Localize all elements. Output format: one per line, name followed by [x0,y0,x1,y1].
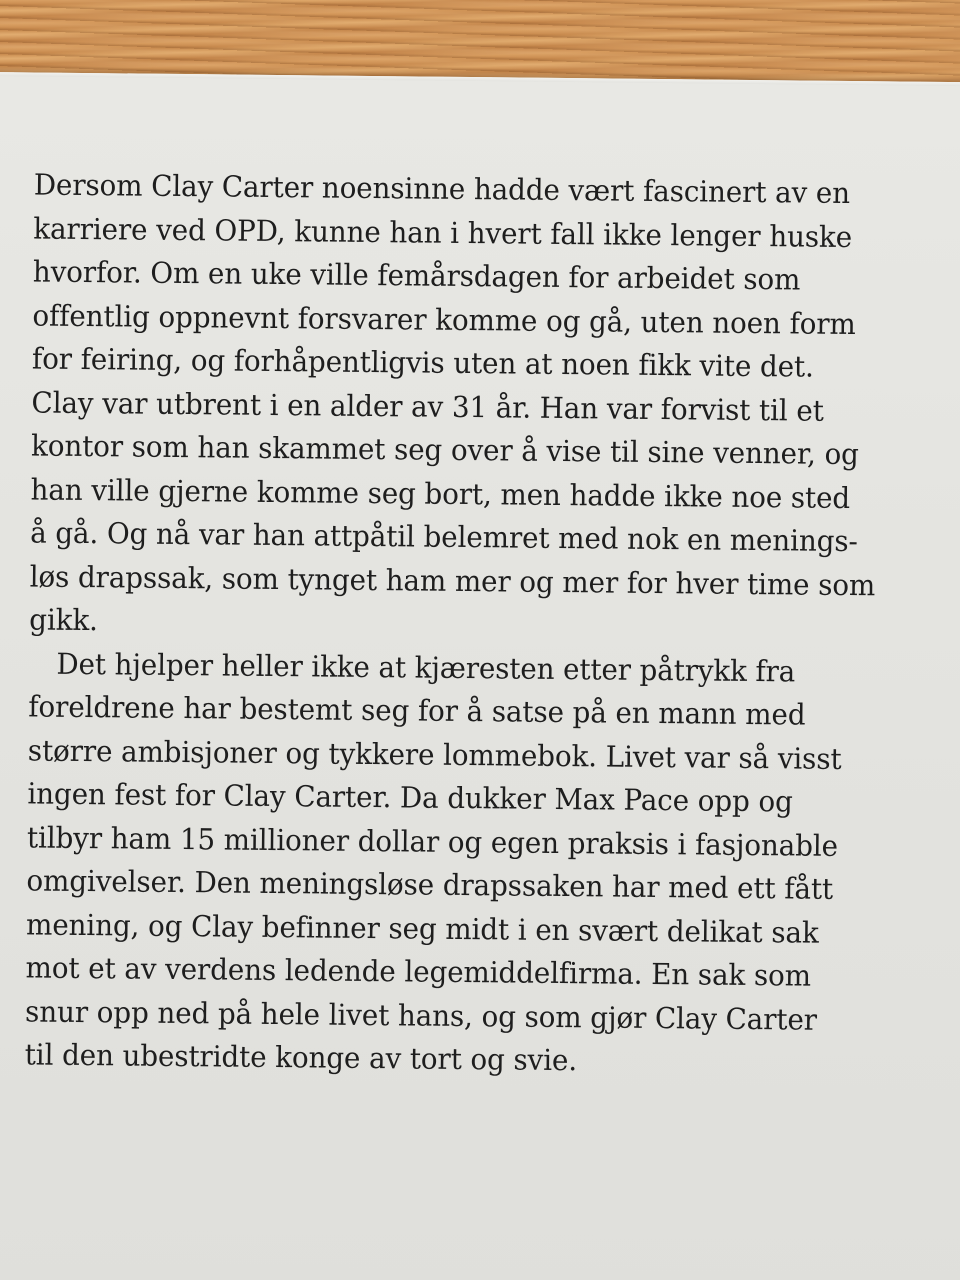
text-line: ingen fest for Clay Carter. Da dukker Max Pace opp og [27,776,793,819]
text-line: tilbyr ham 15 millioner dollar og egen praksis i fasjonable [26,819,839,863]
text-line: for feiring, og forhåpentligvis uten at noen fikk vite det. [31,341,814,384]
blurb-text [24,163,954,1086]
text-line: kontor som han skammet seg over å vise til sine venner, og [30,428,860,472]
text-line: Det hjelper heller ikke at kjæresten etter påtrykk fra [56,646,796,688]
text-line: offentlig oppnevnt forsvarer komme og gå, uten noen form [32,297,856,341]
text-line: karriere ved OPD, kunne han i hvert fall ikke lenger huske [33,210,853,254]
text-line: løs drapssak, som tynget ham mer og mer for hver time som [29,558,876,602]
text-line: gikk. [29,602,99,638]
text-line: mening, og Clay befinner seg midt i en svært delikat sak [25,906,819,950]
paragraph-2 [24,642,949,1087]
text-line: Dersom Clay Carter noensinne hadde vært fascinert av en [33,167,851,211]
text-line: foreldrene har bestemt seg for å satse på en mann med [28,689,806,732]
text-line: til den ubestridte konge av tort og svie. [24,1037,578,1078]
paragraph-1 [29,163,954,651]
text-line: han ville gjerne komme seg bort, men hadde ikke noe sted [30,471,851,515]
text-line: større ambisjoner og tykkere lommebok. Livet var så visst [27,732,842,776]
text-line: hvorfor. Om en uke ville femårsdagen for arbeidet som [32,254,801,297]
text-line: Clay var utbrent i en alder av 31 år. Han var forvist til et [31,384,824,428]
text-line: mot et av verdens ledende legemiddelfirma. En sak som [25,950,812,993]
text-line: omgivelser. Den meningsløse drapssaken har med ett fått [26,863,834,906]
text-line: å gå. Og nå var han attpåtil belemret med nok en menings- [30,515,858,559]
book-back-cover-page [0,72,960,1280]
text-line: snur opp ned på hele livet hans, og som gjør Clay Carter [24,993,818,1037]
